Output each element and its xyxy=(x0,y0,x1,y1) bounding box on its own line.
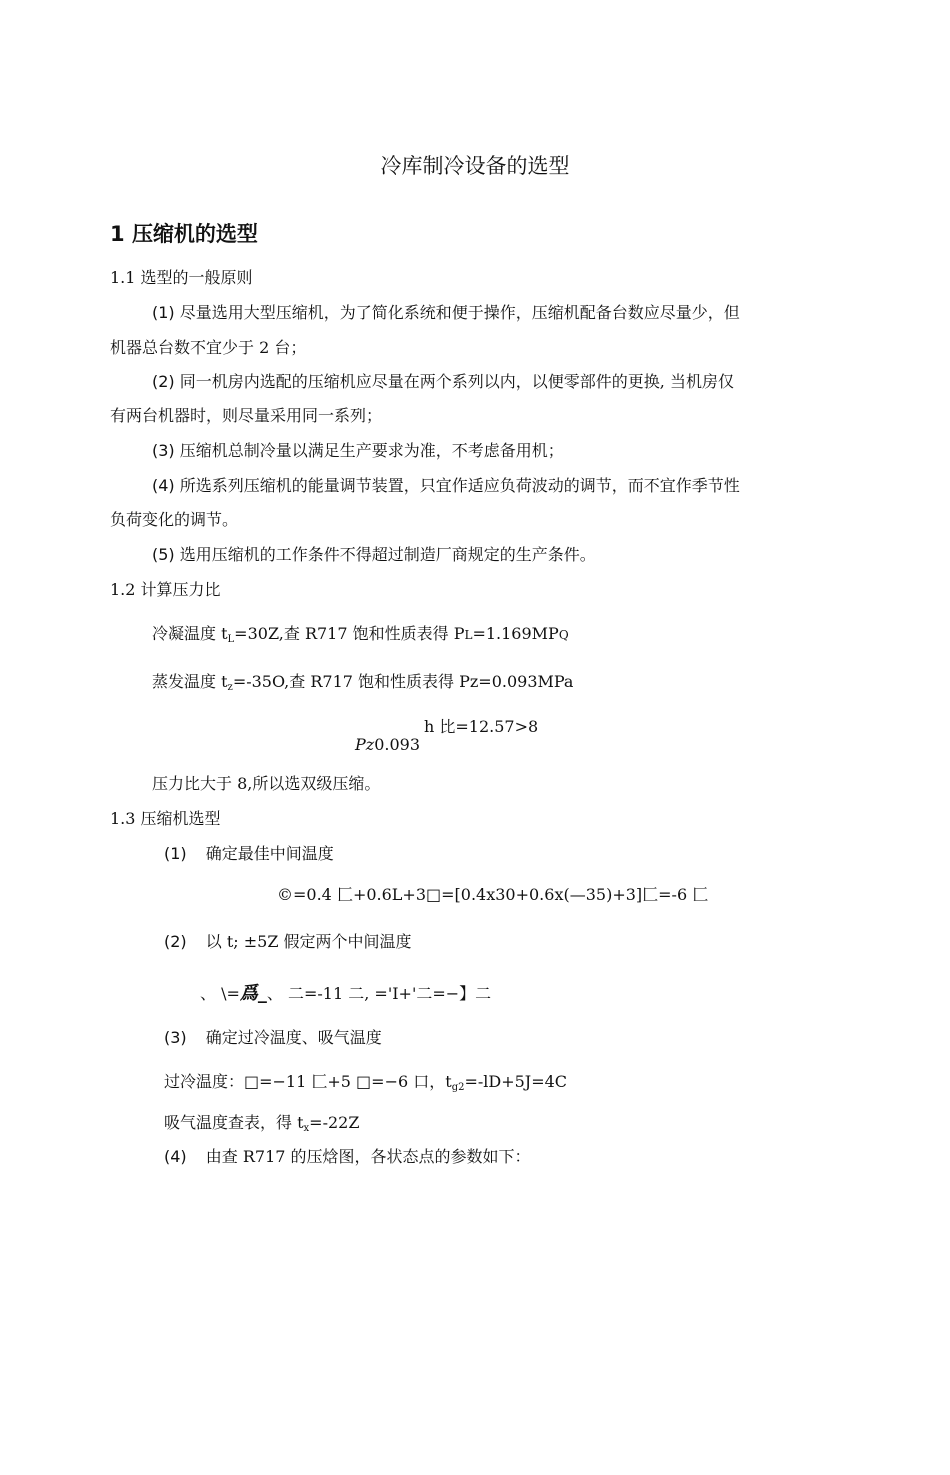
item-number: (3) xyxy=(152,441,175,460)
principle-item-1 xyxy=(152,303,740,323)
step-number: (4) xyxy=(164,1147,187,1166)
item-text: 所选系列压缩机的能量调节装置，只宜作适应负荷波动的调节，而不宜作季节性 xyxy=(179,476,740,495)
principle-item-5 xyxy=(152,545,596,565)
document-title: 冷库制冷设备的选型 xyxy=(380,154,570,178)
section-title: 压缩机的选型 xyxy=(131,222,258,246)
subcool-rest: =-lD+5J=4C xyxy=(464,1072,568,1091)
ratio-value: 0.093 xyxy=(374,735,421,754)
item-number: (1) xyxy=(152,303,175,322)
subsection-1-3-heading: 1.3 压缩机选型 xyxy=(110,809,221,828)
section-1-heading xyxy=(110,224,258,244)
step-number: (2) xyxy=(164,932,187,951)
section-number: 1 xyxy=(110,222,125,246)
step-text: 由查 R717 的压焓图，各状态点的参数如下： xyxy=(205,1147,531,1166)
step-text: 以 t; ±5Z 假定两个中间温度 xyxy=(205,932,412,951)
condensing-temperature-line xyxy=(152,624,569,645)
formula-part-c: 、 二=-11 二, ='I+'二=−】二 xyxy=(266,984,492,1003)
selection-step-4 xyxy=(164,1147,531,1167)
selection-step-3 xyxy=(164,1028,382,1048)
subcool-subscript: g2 xyxy=(451,1082,465,1093)
suction-text: 吸气温度查表，得 t xyxy=(164,1113,304,1132)
cond-subscript: L xyxy=(227,634,235,645)
step-number: (1) xyxy=(164,844,187,863)
cond-unit: Q xyxy=(558,628,569,642)
evap-subscript: z xyxy=(227,682,233,693)
subcooling-temperature-line xyxy=(164,1072,567,1092)
pressure-ratio-top: h 比=12.57>8 xyxy=(424,717,539,736)
suction-rest: =-22Z xyxy=(309,1113,360,1132)
principle-item-4 xyxy=(152,476,740,496)
step-text: 确定过冷温度、吸气温度 xyxy=(205,1028,382,1047)
pressure-ratio-conclusion: 压力比大于 8,所以选双级压缩。 xyxy=(152,774,381,793)
formula-part-b: 爲_ xyxy=(239,983,267,1004)
pressure-ratio-bottom xyxy=(355,735,420,755)
subsection-1-2-heading: 1.2 计算压力比 xyxy=(110,580,221,599)
subsection-1-1-heading: 1.1 选型的一般原则 xyxy=(110,268,253,287)
cond-p-subscript: L xyxy=(464,628,473,642)
evap-text: 蒸发温度 t xyxy=(152,672,228,691)
selection-step-1 xyxy=(164,844,334,864)
ratio-variable: Pz xyxy=(355,735,375,754)
selection-step-2 xyxy=(164,932,412,952)
item-number: (5) xyxy=(152,545,175,564)
item-number: (2) xyxy=(152,372,175,391)
principle-item-2-cont: 有两台机器时，则尽量采用同一系列； xyxy=(110,406,383,425)
item-number: (4) xyxy=(152,476,175,495)
principle-item-3 xyxy=(152,441,564,461)
principle-item-2 xyxy=(152,372,734,392)
principle-item-4-cont: 负荷变化的调节。 xyxy=(110,510,239,529)
cond-value: =1.169MP xyxy=(472,624,559,643)
item-text: 压缩机总制冷量以满足生产要求为准，不考虑备用机； xyxy=(179,441,564,460)
suction-subscript: x xyxy=(303,1123,310,1134)
item-text: 尽量选用大型压缩机，为了简化系统和便于操作，压缩机配备台数应尽量少，但 xyxy=(179,303,740,322)
assumed-intermediate-temperatures xyxy=(200,984,491,1004)
evap-rest: =-35O,查 R717 饱和性质表得 Pz=0.093MPa xyxy=(232,672,574,691)
intermediate-temperature-formula: ©=0.4 匚+0.6L+3□=[0.4x30+0.6x(—35)+3]匚=-6 匚 xyxy=(277,885,709,904)
principle-item-1-cont: 机器总台数不宜少于 2 台； xyxy=(110,338,307,357)
cond-text: 冷凝温度 t xyxy=(152,624,228,643)
suction-temperature-line xyxy=(164,1113,359,1133)
evaporating-temperature-line xyxy=(152,672,573,692)
step-text: 确定最佳中间温度 xyxy=(205,844,334,863)
step-number: (3) xyxy=(164,1028,187,1047)
subcool-text: 过冷温度：□=−11 匚+5 □=−6 口，t xyxy=(164,1072,452,1091)
item-text: 同一机房内选配的压缩机应尽量在两个系列以内，以便零部件的更换, 当机房仅 xyxy=(179,372,734,391)
item-text: 选用压缩机的工作条件不得超过制造厂商规定的生产条件。 xyxy=(179,545,596,564)
cond-text-mid: =30Z,查 R717 饱和性质表得 P xyxy=(234,624,465,643)
formula-part-a: 、 \= xyxy=(200,984,240,1003)
